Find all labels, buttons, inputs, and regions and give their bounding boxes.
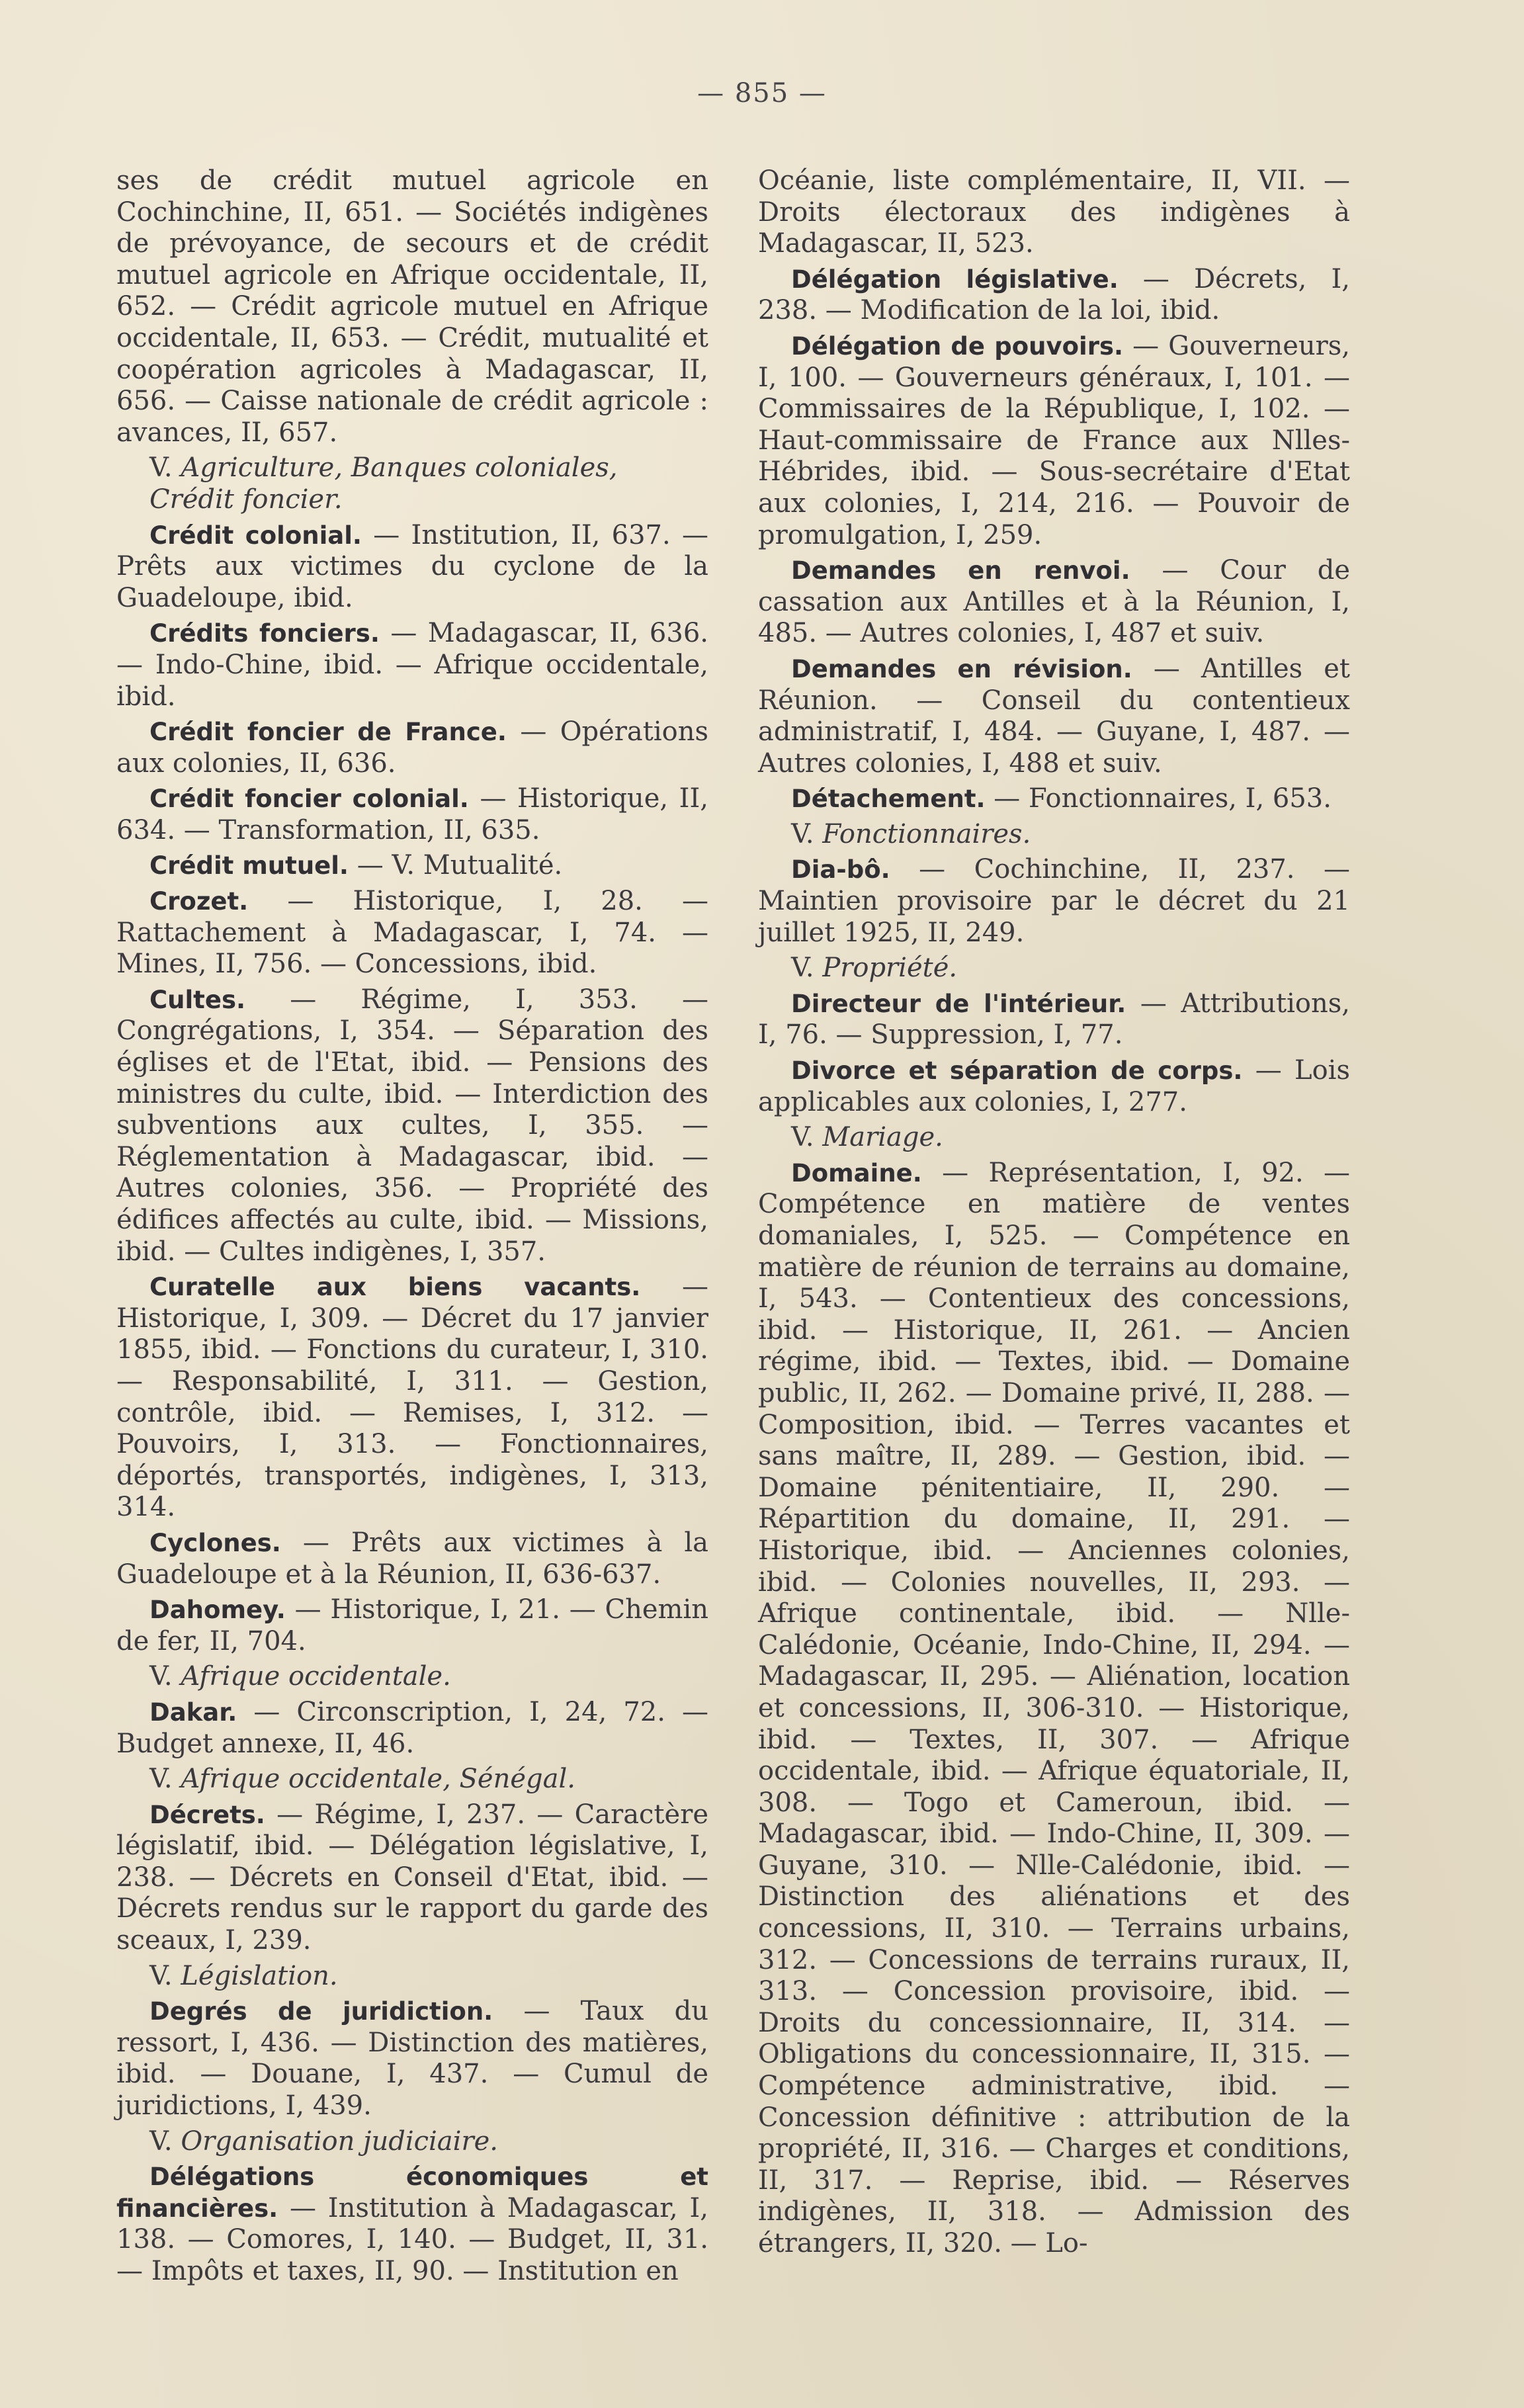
index-entry-heading: Cultes. — [149, 985, 246, 1014]
index-entry — [758, 1055, 1350, 1118]
index-entry — [116, 2161, 708, 2287]
index-entry — [116, 783, 708, 846]
left-column — [116, 165, 708, 2292]
cross-reference-targets: Législation. — [181, 1960, 338, 1991]
index-entry-references: — Lois applicables aux colonies, I, 277. — [758, 1055, 1350, 1117]
cross-reference-prefix: V. — [791, 953, 823, 984]
index-entry-heading: Dia-bô. — [791, 855, 890, 884]
index-entry — [116, 886, 708, 980]
index-entry-references: — Opérations aux colonies, II, 636. — [116, 716, 708, 779]
index-entry — [116, 716, 708, 779]
index-entry-heading: Domaine. — [791, 1158, 922, 1187]
index-entry-references: — Attributions, I, 76. — Suppression, I, 77. — [758, 988, 1350, 1051]
cross-reference-prefix: V. — [149, 1960, 181, 1991]
index-entry-heading: Délégation de pouvoirs. — [791, 331, 1124, 361]
index-entry-heading: Demandes en révision. — [791, 654, 1132, 683]
index-entry-references: — Historique, I, 28. — Rattachement à Madagascar, I, 74. — Mines, II, 756. — Concessions, ibid. — [116, 886, 708, 980]
cross-reference — [116, 1661, 708, 1693]
index-entry-heading: Dahomey. — [149, 1596, 286, 1625]
index-entry-references: — Décrets, I, 238. — Modification de la loi, ibid. — [758, 263, 1350, 326]
index-entry-heading: Crédit mutuel. — [149, 851, 349, 881]
index-entry — [758, 331, 1350, 551]
right-column — [758, 165, 1350, 2264]
index-entry-references: — Institution, II, 637. — Prêts aux victimes du cyclone de la Guadeloupe, ibid. — [116, 519, 708, 613]
index-entry-references: — Cochinchine, II, 237. — Maintien provisoire par le décret du 21 juillet 1925, II, 249. — [758, 854, 1350, 948]
index-entry-heading: Crédit foncier colonial. — [149, 785, 469, 814]
cross-reference-prefix: V. — [149, 2126, 181, 2157]
index-entry-heading: Demandes en renvoi. — [791, 556, 1130, 585]
index-entry — [758, 854, 1350, 949]
index-entry — [758, 783, 1350, 815]
index-entry — [116, 618, 708, 712]
index-entry-references: — V. Mutualité. — [349, 850, 563, 881]
cross-reference — [116, 1764, 708, 1795]
cross-reference-prefix: V. — [791, 1122, 823, 1153]
cross-reference — [758, 953, 1350, 984]
index-entry-continuation: Océanie, liste complémentaire, II, VII. — Droits électoraux des indigènes à Madagascar, II, 523. — [758, 165, 1350, 259]
index-entry — [758, 264, 1350, 327]
index-entry-references: — Régime, I, 237. — Caractère législatif, ibid. — Délégation législative, I, 238. — Décrets en Conseil d'Etat, ibid. — Décrets rendus sur le rapport du garde des sceaux, I, 239. — [116, 1799, 708, 1956]
index-entry-references: — Historique, II, 634. — Transformation, II, 635. — [116, 783, 708, 845]
index-entry — [116, 1996, 708, 2122]
index-entry — [758, 988, 1350, 1051]
cross-reference-targets: Agriculture, Banques coloniales, Crédit foncier. — [149, 452, 618, 515]
index-entry-heading: Crozet. — [149, 887, 249, 916]
index-entry-heading: Curatelle aux biens vacants. — [149, 1273, 641, 1302]
index-entry-heading: Divorce et séparation de corps. — [791, 1056, 1243, 1086]
index-entry-heading: Directeur de l'intérieur. — [791, 989, 1126, 1018]
cross-reference-targets: Mariage. — [822, 1122, 943, 1153]
cross-reference — [758, 819, 1350, 851]
index-entry-references: — Représentation, I, 92. — Compétence en matière de ventes domaniales, I, 525. — Compétence en matière de réunion de terrains au domaine, I, 543. — Contentieux des concessions, ibid. — Historique, II, 261. — Ancien régime, ibid. — Textes, ibid. — Domaine public, II, 262. — Domaine privé, II, 288. — Composition, ibid. — Terres vacantes et sans maître, II, 289. — Gestion, ibid. — Domaine pénitentiaire, II, 290. — Répartition du domaine, II, 291. — Historique, ibid. — Anciennes colonies, ibid. — Colonies nouvelles, II, 293. — Afrique continentale, ibid. — Nlle-Calédonie, Océanie, Indo-Chine, II, 294. — Madagascar, II, 295. — Aliénation, location et concessions, II, 306-310. — Historique, ibid. — Textes, II, 307. — Afrique occidentale, ibid. — Afrique équatoriale, II, 308. — Togo et Cameroun, ibid. — Madagascar, ibid. — Indo-Chine, II, 309. — Guyane, 310. — Nlle-Calédonie, ibid. — Distinction des aliénations et des concessions, II, 310. — Terrains urbains, 312. — Concessions de terrains ruraux, II, 313. — Concession provisoire, ibid. — Droits du concessionnaire, II, 314. — Obligations du concessionnaire, II, 315. — Compétence administrative, ibid. — Concession définitive : attribution de la propriété, II, 316. — Charges et conditions, II, 317. — Reprise, ibid. — Réserves indigènes, II, 318. — Admission des étrangers, II, 320. — Lo- — [758, 1157, 1350, 2258]
index-entry-references: — Madagascar, II, 636. — Indo-Chine, ibid. — Afrique occidentale, ibid. — [116, 618, 708, 712]
index-entry-heading: Crédit colonial. — [149, 521, 362, 550]
index-entry-heading: Crédit foncier de France. — [149, 718, 507, 747]
cross-reference — [758, 1122, 1350, 1154]
index-entry-references: — Historique, I, 309. — Décret du 17 janvier 1855, ibid. — Fonctions du curateur, I, 310. — Responsabilité, I, 311. — Gestion, contrôle, ibid. — Remises, I, 312. — Pouvoirs, I, 313. — Fonctionnaires, déportés, transportés, indigènes, I, 313, 314. — [116, 1271, 708, 1523]
index-entry-references: — Régime, I, 353. — Congrégations, I, 354. — Séparation des églises et de l'Etat, ibid. — Pensions des ministres du culte, ibid. — Interdiction des subventions aux cultes, I, 355. — Réglementation à Madagascar, ibid. — Autres colonies, 356. — Propriété des édifices affectés au culte, ibid. — Missions, ibid. — Cultes indigènes, I, 357. — [116, 984, 708, 1267]
index-entry — [116, 984, 708, 1268]
page-number: — 855 — — [697, 78, 827, 108]
index-entry — [116, 1697, 708, 1760]
cross-reference — [116, 1961, 708, 1993]
cross-reference-targets: Organisation judiciaire. — [181, 2126, 498, 2157]
index-entry-references: — Circonscription, I, 24, 72. — Budget annexe, II, 46. — [116, 1696, 708, 1759]
index-entry — [758, 654, 1350, 779]
index-entry-heading: Délégations économiques et financières. — [116, 2163, 708, 2223]
cross-reference-targets: Propriété. — [822, 953, 958, 984]
cross-reference-targets: Afrique occidentale. — [181, 1661, 451, 1692]
cross-reference — [116, 2126, 708, 2158]
index-entry — [116, 850, 708, 882]
index-entry-references: — Cour de cassation aux Antilles et à la Réunion, I, 485. — Autres colonies, I, 487 et suiv. — [758, 555, 1350, 649]
index-entry-references: — Antilles et Réunion. — Conseil du contentieux administratif, I, 484. — Guyane, I, 487. — Autres colonies, I, 488 et suiv. — [758, 653, 1350, 779]
index-entry-heading: Cyclones. — [149, 1528, 281, 1557]
cross-reference-prefix: V. — [149, 1661, 181, 1692]
index-entry-heading: Dakar. — [149, 1698, 237, 1727]
cross-reference-targets: Afrique occidentale, Sénégal. — [181, 1764, 575, 1795]
index-entry — [116, 520, 708, 615]
index-entry-references: — Prêts aux victimes à la Guadeloupe et à la Réunion, II, 636-637. — [116, 1527, 708, 1590]
index-entry-heading: Délégation législative. — [791, 265, 1119, 294]
cross-reference-prefix: V. — [791, 818, 823, 849]
index-entry — [116, 1594, 708, 1657]
index-entry-references: — Gouverneurs, I, 100. — Gouverneurs généraux, I, 101. — Commissaires de la République, I, 102. — Haut-commissaire de France aux Nlles-Hébrides, ibid. — Sous-secrétaire d'Etat aux colonies, I, 214, 216. — Pouvoir de promulgation, I, 259. — [758, 330, 1350, 550]
index-entry — [758, 1158, 1350, 2260]
cross-reference-prefix: V. — [149, 1764, 181, 1795]
index-entry-references: — Institution à Madagascar, I, 138. — Comores, I, 140. — Budget, II, 31. — Impôts et taxes, II, 90. — Institution en — [116, 2192, 708, 2286]
index-entry — [116, 1799, 708, 1957]
cross-reference-prefix: V. — [149, 452, 181, 484]
index-entry — [758, 555, 1350, 650]
index-entry-heading: Détachement. — [791, 785, 986, 814]
index-entry-heading: Crédits fonciers. — [149, 619, 380, 648]
index-entry-heading: Degrés de juridiction. — [149, 1997, 493, 2026]
index-entry-references: — Fonctionnaires, I, 653. — [985, 783, 1332, 814]
index-entry — [116, 1527, 708, 1590]
index-entry-references: — Historique, I, 21. — Chemin de fer, II, 704. — [116, 1594, 708, 1656]
index-entry-references: — Taux du ressort, I, 436. — Distinction des matières, ibid. — Douane, I, 437. — Cumul de juridictions, I, 439. — [116, 1996, 708, 2122]
cross-reference-targets: Fonctionnaires. — [822, 818, 1031, 849]
index-entry-heading: Décrets. — [149, 1800, 265, 1829]
index-entry-continuation: ses de crédit mutuel agricole en Cochinchine, II, 651. — Sociétés indigènes de prévoyance, de secours et de crédit mutuel agricole en Afrique occidentale, II, 652. — Crédit agricole mutuel en Afrique occidentale, II, 653. — Crédit, mutualité et coopération agricoles à Madagascar, II, 656. — Caisse nationale de crédit agricole : avances, II, 657. — [116, 165, 708, 448]
index-entry — [116, 1271, 708, 1524]
cross-reference — [116, 452, 708, 515]
